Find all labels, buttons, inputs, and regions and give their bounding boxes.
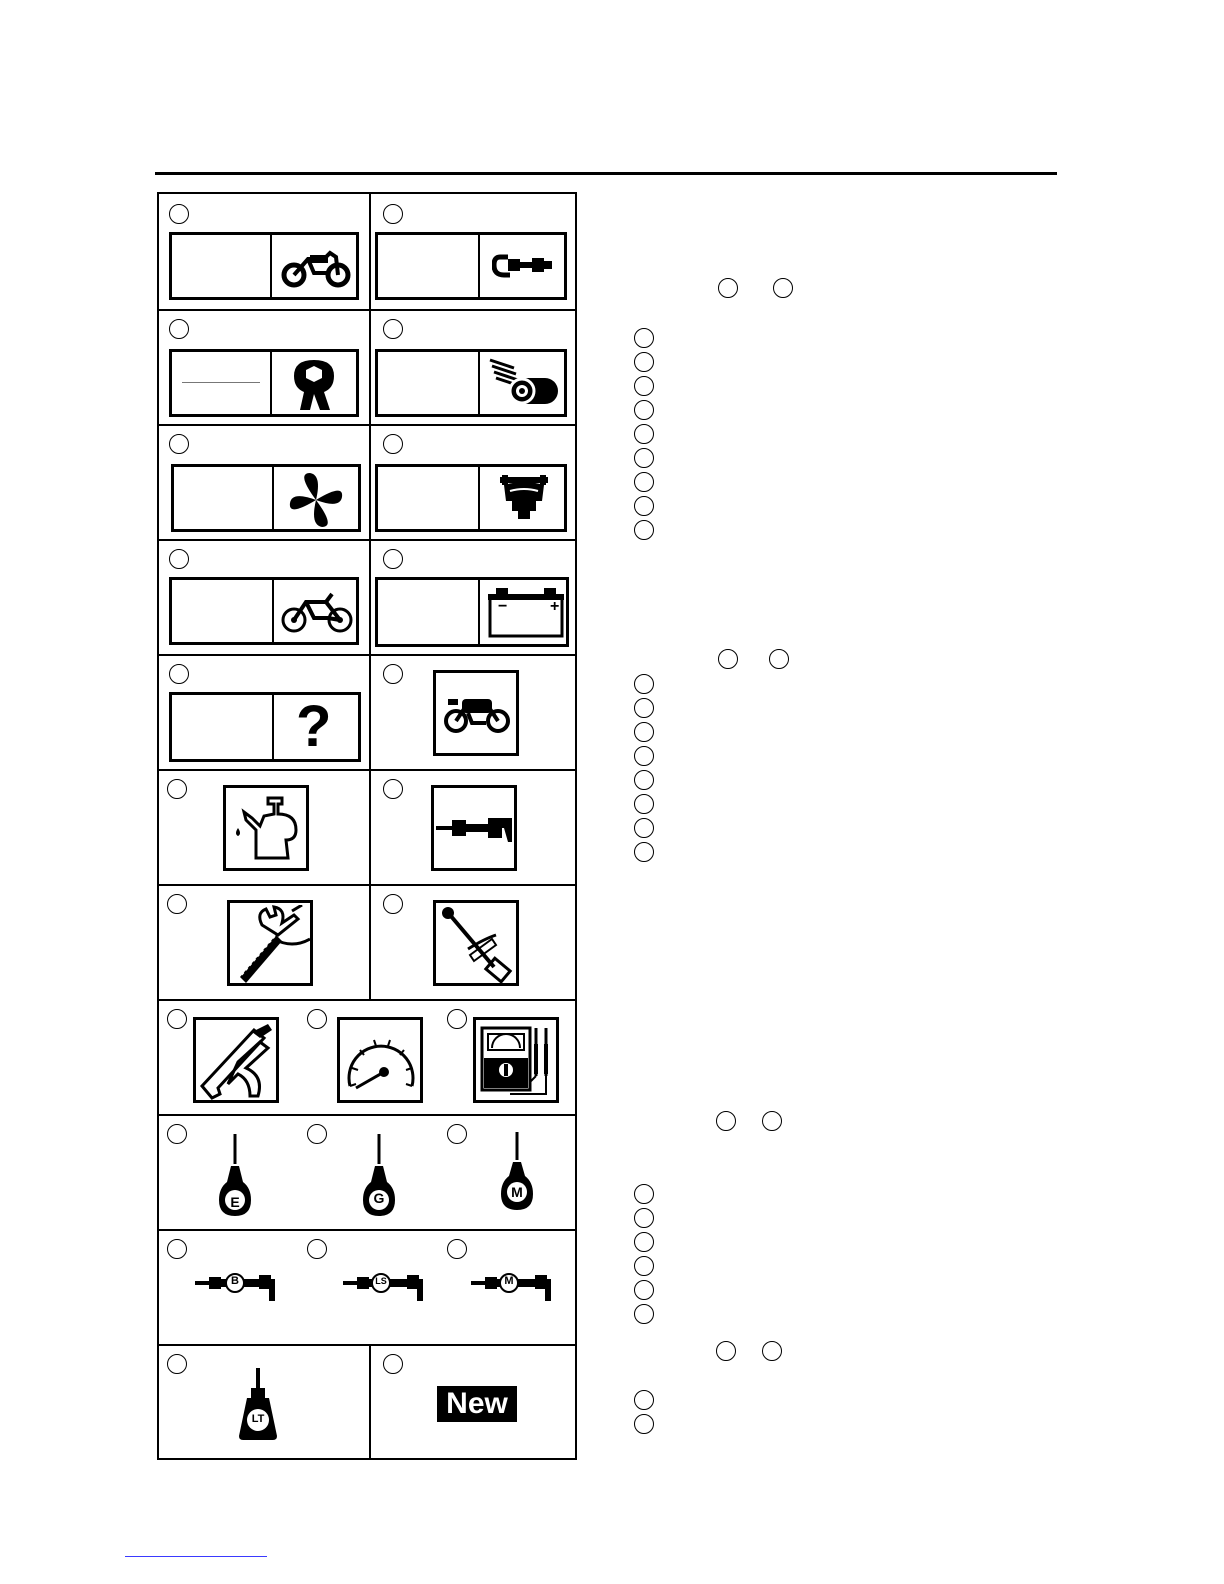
new-part-icon: New [437,1386,517,1422]
callout-circle [167,1124,187,1144]
section-rule [155,172,1057,175]
callout-circle [167,1239,187,1259]
callout-circle [383,204,403,224]
symbol-row-6 [159,769,575,884]
callout-circle [634,1304,654,1324]
callout-circle [383,1354,403,1374]
callout-circle [634,674,654,694]
callout-circle [716,1111,736,1131]
callout-circle [634,722,654,742]
caliper-icon-box [193,1017,279,1103]
symbol-row-11 [159,1344,575,1460]
grease-ls-label: LS [375,1276,387,1286]
callout-circle [634,746,654,766]
callout-circle [762,1341,782,1361]
callout-circle [634,400,654,420]
callout-circle [383,434,403,454]
callout-circle [634,818,654,838]
multimeter-icon-box [473,1017,559,1103]
label-frame [375,349,567,417]
callout-circle [169,204,189,224]
callout-circle [169,549,189,569]
motorcycle-icon-box [433,670,519,756]
callout-circle [634,1256,654,1276]
gauge-icon [342,1026,420,1098]
torque-wrench-icon-box [433,900,519,986]
callout-circle [634,448,654,468]
motorcycle-icon [442,691,512,735]
callout-circle [634,520,654,540]
oil-m-label: M [511,1184,523,1200]
callout-circle [447,1009,467,1029]
callout-circle [167,1009,187,1029]
callout-circle [447,1124,467,1144]
question-icon: ? [296,694,332,759]
grease-gun-icon [436,814,514,844]
callout-circle [716,1341,736,1361]
caliper-icon [198,1022,276,1100]
callout-circle [634,1390,654,1410]
fan-icon [286,471,346,529]
callout-circle [169,434,189,454]
dirtbike-icon [280,588,354,636]
symbol-row-9 [159,1114,575,1229]
oil-g-label: G [373,1190,385,1206]
callout-circle [634,770,654,790]
micrometer-icon [492,251,554,283]
callout-circle [167,779,187,799]
callout-circle [307,1239,327,1259]
callout-circle [634,842,654,862]
footer-link[interactable] [125,1556,267,1557]
label-frame [375,464,567,532]
callout-circle [169,319,189,339]
callout-circle [383,779,403,799]
callout-circle [167,894,187,914]
callout-circle [383,319,403,339]
callout-circle [167,1354,187,1374]
symbol-row-3 [159,424,575,539]
callout-circle [634,794,654,814]
carburetor-icon [498,473,550,529]
callout-circle [634,1208,654,1228]
symbol-row-2 [159,309,575,424]
symbol-row-10 [159,1229,575,1344]
grease-gun-icon-box [431,785,517,871]
symbol-row-7 [159,884,575,999]
callout-circle [634,698,654,718]
callout-circle [447,1239,467,1259]
callout-circle [169,664,189,684]
locktite-label: LT [251,1413,265,1425]
symbol-row-4 [159,539,575,654]
label-frame [169,349,359,417]
gauge-icon-box [337,1017,423,1103]
motorcycle-icon [280,245,352,289]
callout-circle [307,1009,327,1029]
oil-e-label: E [230,1194,240,1210]
symbol-row-1 [159,194,575,309]
callout-circle [383,664,403,684]
multimeter-icon [480,1024,554,1098]
label-frame [171,464,361,532]
oil-can-icon-box [223,785,309,871]
oil-m-icon [499,1132,535,1212]
callout-circle [634,496,654,516]
symbol-grid [157,192,577,1460]
battery-plus-sign: + [550,598,560,615]
grease-m-label: M [504,1275,514,1287]
oil-can-icon [230,792,304,866]
callout-circle [383,549,403,569]
callout-circle [634,1280,654,1300]
label-frame [169,232,359,300]
torque-wrench-icon [438,905,516,983]
symbol-row-5 [159,654,575,769]
callout-circle [383,894,403,914]
wrench-nut-icon [286,356,342,412]
callout-circle [718,649,738,669]
callout-circle [307,1124,327,1144]
callout-circle [773,278,793,298]
label-frame [375,577,569,647]
engine-coil-icon [484,354,564,414]
callout-circle [634,1184,654,1204]
callout-circle [769,649,789,669]
callout-circle [634,1414,654,1434]
symbol-row-8 [159,999,575,1114]
callout-circle [634,424,654,444]
label-frame [169,577,359,645]
callout-circle [762,1111,782,1131]
label-frame [375,232,567,300]
grease-b-label: B [231,1275,239,1287]
locktite-icon [237,1368,279,1440]
callout-circle [634,376,654,396]
callout-circle [634,472,654,492]
battery-minus-sign: − [498,598,508,615]
callout-circle [718,278,738,298]
callout-circle [634,1232,654,1252]
feeler-wrench-icon [232,905,310,983]
label-frame [169,692,361,762]
callout-circle [634,352,654,372]
callout-circle [634,328,654,348]
feeler-wrench-icon-box [227,900,313,986]
